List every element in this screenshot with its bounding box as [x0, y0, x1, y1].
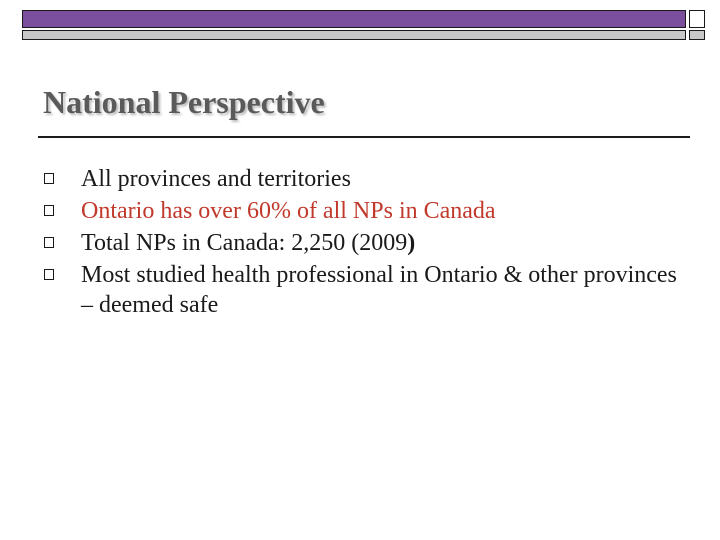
bullet-text: All provinces and territories: [81, 166, 351, 192]
header-corner-box-lower: [689, 30, 705, 40]
slide-title: National Perspective: [43, 84, 325, 120]
header-corner-box: [689, 10, 705, 28]
header-purple-bar: [22, 10, 686, 28]
bullet-item: [44, 164, 684, 194]
title-divider: [38, 136, 690, 138]
header-decoration: [22, 10, 686, 40]
hollow-square-icon: [44, 269, 54, 280]
bullet-text: Total NPs in Canada: 2,250 (2009: [81, 230, 408, 256]
hollow-square-icon: [44, 173, 54, 184]
bullet-text: Ontario has over 60% of all NPs in Canada: [81, 198, 496, 224]
hollow-square-icon: [44, 237, 54, 248]
bullet-text: Most studied health professional in Ontario & other provinces – deemed safe: [81, 262, 677, 318]
bullet-item: [44, 260, 684, 320]
bullet-list: [44, 164, 684, 322]
bullet-text-suffix: ): [407, 230, 416, 256]
bullet-item: [44, 228, 684, 258]
header-gray-bar: [22, 30, 686, 40]
bullet-item-highlight: [44, 196, 684, 226]
hollow-square-icon: [44, 205, 54, 216]
